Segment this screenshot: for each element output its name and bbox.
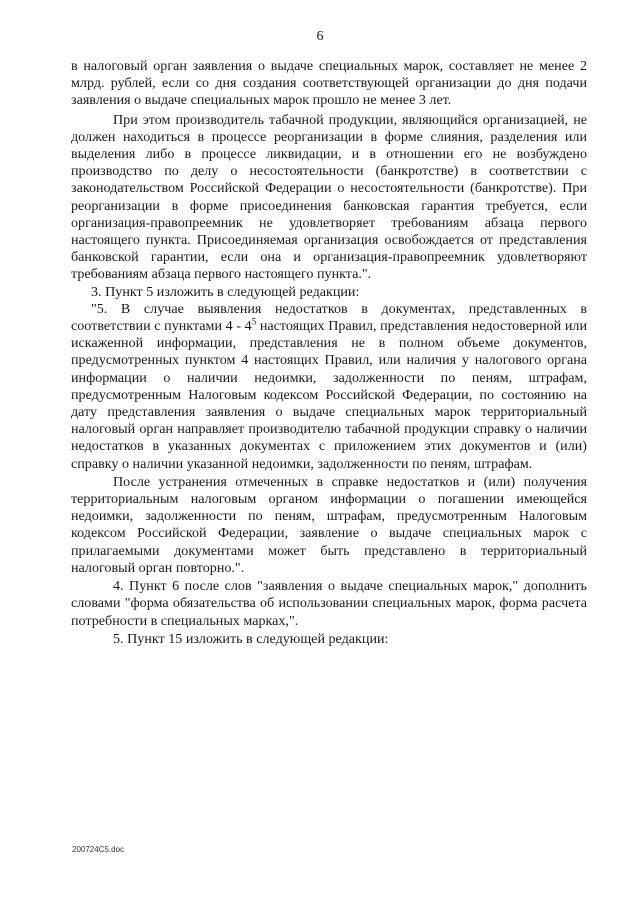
document-file-code: 200724C5.doc bbox=[72, 845, 125, 854]
paragraph-item-4: 4. Пункт 6 после слов "заявления о выдаче специальных марок," дополнить словами "форма обязательства об использовании специальных марок, форма расчета потребности в специальных марках,". bbox=[71, 578, 587, 629]
paragraph-reorganization: При этом производитель табачной продукции, являющийся организацией, не должен находиться в процессе реорганизации в форме слияния, разделения или выделения либо в процессе ликвидации, и в отношении его не возбуждено производство по делу о несостоятельности (банкротстве) в соответствии с законодательством Российской Федерации о несостоятельности (банкротстве). При реорганизации в форме присоединения банковская гарантия требуется, если организация-правопреемник не удовлетворяет требованиям абзаца первого настоящего пункта. Присоединяемая организация освобождается от представления банковской гарантии, если она и организация-правопреемник удовлетворяют требованиям абзаца первого настоящего пункта.". bbox=[71, 111, 587, 283]
paragraph-point-5-rest: настоящих Правил, представления недостоверной или искаженной информации, представления не в полном объеме документов, предусмотренных пунктом 4 настоящих Правил, или наличия у налогового органа информации о наличии недоимки, задолженности по пеням, штрафам, предусмотренным Налоговым кодексом Российской Федерации, по состоянию на дату представления заявления о выдаче специальных марок территориальный налоговый орган направляет производителю табачной продукции справку о наличии недостатков в указанных документах с приложением этих документов и (или) справку о наличии указанной недоимки, задолженности по пеням, штрафам. bbox=[71, 318, 587, 472]
paragraph-after-elimination: После устранения отмеченных в справке недостатков и (или) получения территориальным налоговым органом информации о погашении имеющейся недоимки, задолженности по пеням, штрафам, предусмотренным Налоговым кодексом Российской Федерации, заявление о выдаче специальных марок с прилагаемыми документами может быть представлено в территориальный налоговый орган повторно.". bbox=[71, 473, 587, 576]
paragraph-point-5 bbox=[71, 301, 587, 473]
paragraph-continuation: в налоговый орган заявления о выдаче специальных марок, составляет не менее 2 млрд. рублей, если со дня создания соответствующей организации до дня подачи заявления о выдаче специальных марок прошло не менее 3 лет. bbox=[71, 58, 587, 109]
page-number: 6 bbox=[316, 29, 324, 44]
paragraph-point-5-start: "5. В случае выявления недостатков в документах, представленных в соответствии с пунктами 4 - 4 bbox=[71, 300, 587, 335]
superscript-index: 5 bbox=[251, 316, 257, 327]
document-body bbox=[71, 58, 587, 648]
paragraph-item-5: 5. Пункт 15 изложить в следующей редакции: bbox=[113, 630, 389, 647]
paragraph-item-3: 3. Пункт 5 изложить в следующей редакции: bbox=[91, 283, 360, 300]
